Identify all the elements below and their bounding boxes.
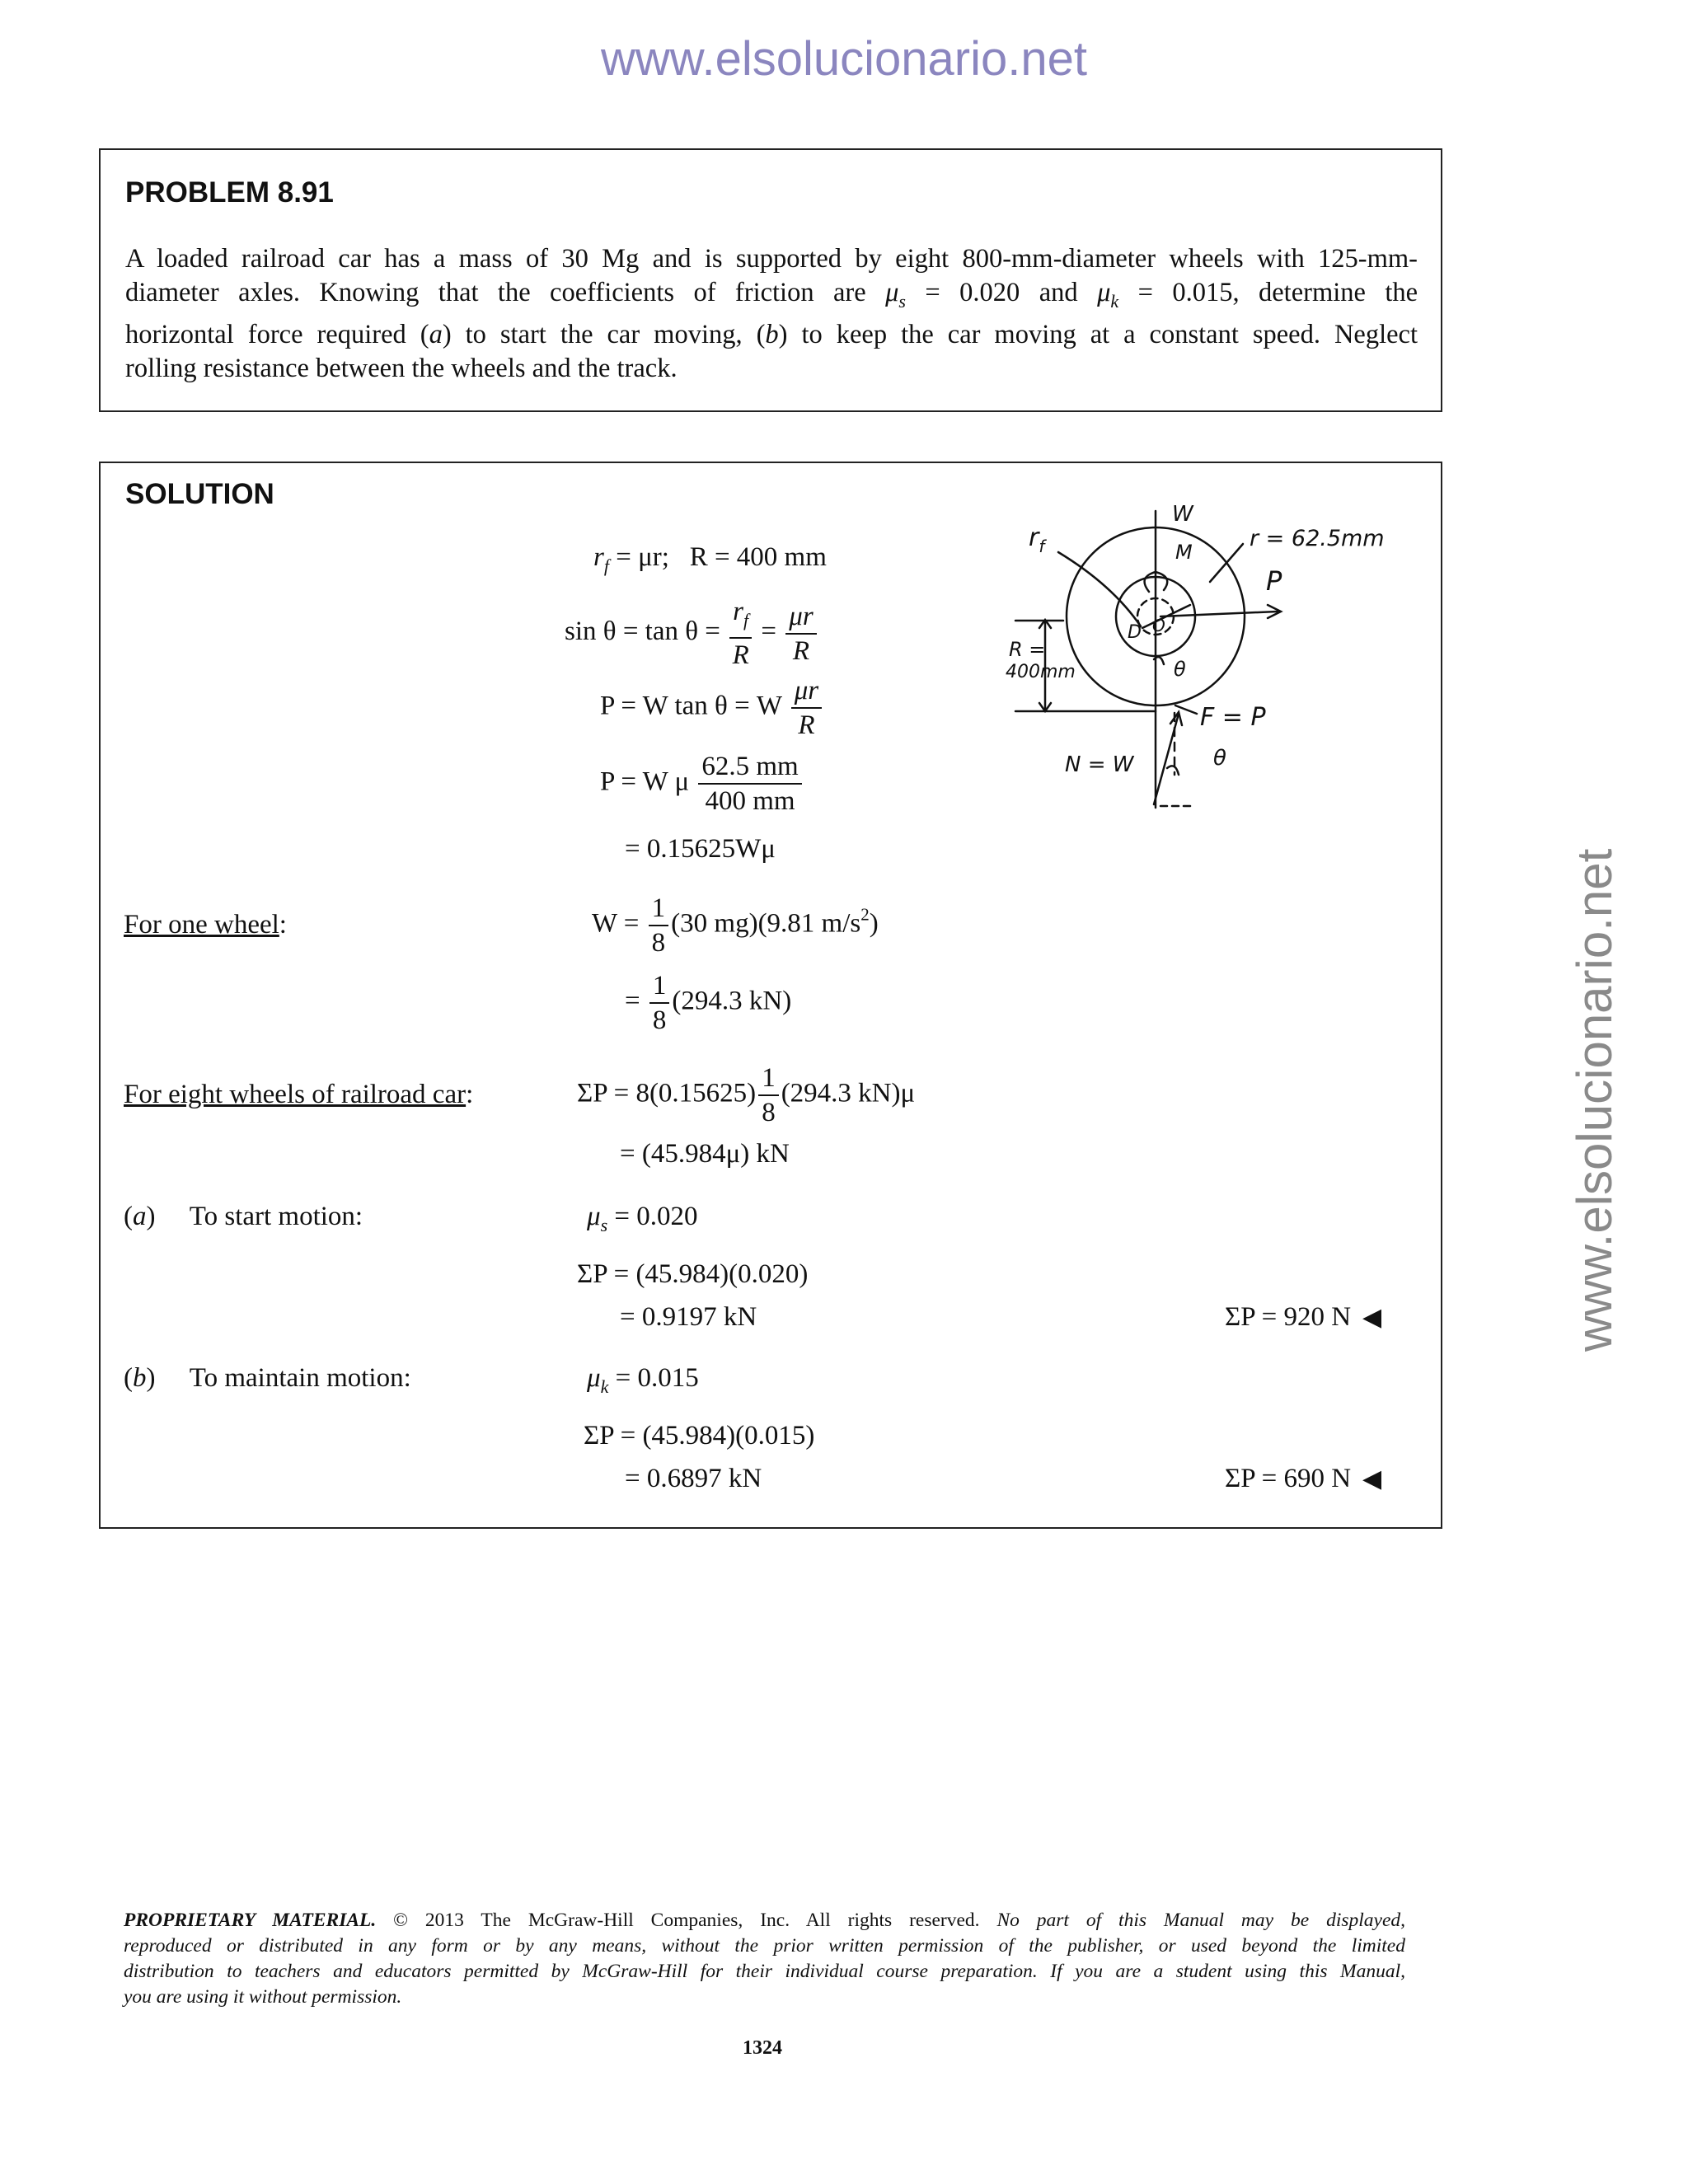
label-N: N = W [1065, 752, 1134, 777]
label-one-wheel: For one wheel: [124, 910, 287, 940]
equation-rf: $r_f = \mu r$; R = 400 mm [593, 542, 827, 576]
equation-sin-theta: sin θ = tan θ = $\frac{r_f}{R}$ = $\frac{\mu r}{R}$ [565, 595, 819, 672]
part-b-letter: b [765, 320, 779, 349]
label-D: D [1128, 622, 1142, 643]
copyright-footer [124, 1908, 1405, 2010]
footer-line-3: distribution to teachers and educators permitted by McGraw-Hill for their individual course preparation. If you are a student using this Manual, [124, 1961, 1405, 1982]
label-eight-wheels: For eight wheels of railroad car: [124, 1080, 474, 1109]
problem-line-3: horizontal force required (a) to start the car moving, (b) to keep the car moving at a constant speed. Neglect [125, 320, 1418, 349]
watermark-side: www.elsolucionario.net [1567, 848, 1622, 1352]
part-a-answer: ΣP = 920 N ◀ [1225, 1302, 1382, 1332]
part-a-calc2: = 0.9197 kN [620, 1302, 757, 1332]
label-W: W [1172, 503, 1193, 527]
part-a-label: (a) To start motion: [124, 1202, 363, 1231]
footer-line-2: reproduced or distributed in any form or by any means, without the prior written permission of the publisher, or used beyond the limited [124, 1935, 1405, 1957]
determine-word: determine the [1259, 278, 1418, 307]
label-rf: $r_f$ [1029, 523, 1045, 556]
problem-title: PROBLEM 8.91 [125, 176, 334, 209]
part-b-calc1: ΣP = (45.984)(0.015) [584, 1421, 815, 1451]
part-b-calc2: = 0.6897 kN [625, 1464, 762, 1493]
equation-sum-P: ΣP = 8(0.15625) $\frac{1}{8}$ (294.3 kN)μ [577, 1063, 916, 1127]
equation-P-result: = 0.15625Wμ [625, 834, 776, 864]
label-theta-2: θ [1213, 746, 1226, 771]
label-r: r = 62.5mm [1250, 526, 1385, 551]
answer-marker-icon: ◀ [1362, 1465, 1382, 1493]
label-theta-1: θ [1174, 658, 1186, 681]
footer-line-4: you are using it without permission. [124, 1986, 402, 2008]
watermark-top: www.elsolucionario.net [601, 32, 1087, 86]
footer-line-1: PROPRIETARY MATERIAL. © 2013 The McGraw-Hill Companies, Inc. All rights reserved. No part of this Manual may be displayed, [124, 1910, 1406, 1931]
solution-title: SOLUTION [125, 478, 274, 510]
part-a-calc1: ΣP = (45.984)(0.020) [577, 1259, 809, 1289]
problem-box [99, 148, 1442, 412]
part-a-letter: a [429, 320, 443, 349]
mu-k-value: = 0.015, [1137, 278, 1240, 307]
and-word: and [1039, 278, 1078, 307]
part-b-mu: $\mu_k = 0.015$ [587, 1363, 699, 1397]
equation-W-value: = $\frac{1}{8}$ (294.3 kN) [625, 971, 792, 1035]
label-O: O [1152, 616, 1165, 635]
label-P: P [1266, 565, 1282, 597]
part-a-text: to start the car moving, [465, 320, 743, 349]
problem-line-1: A loaded railroad car has a mass of 30 Mg and is supported by eight 800-mm-diameter wheels with 125-mm- [125, 244, 1418, 274]
label-M: M [1175, 541, 1193, 564]
P-arrow-line [1160, 612, 1278, 616]
answer-marker-icon: ◀ [1362, 1303, 1382, 1332]
part-b-label: (b) To maintain motion: [124, 1363, 411, 1393]
theta-arc-2 [1167, 766, 1179, 775]
problem-line-4: rolling resistance between the wheels and the track. [125, 354, 678, 383]
problem-line-3-text: horizontal force required [125, 320, 406, 349]
wheel-free-body-diagram [1006, 503, 1409, 816]
mu-s-value: = 0.020 [925, 278, 1020, 307]
problem-line-2-text: diameter axles. Knowing that the coefficients of friction are [125, 278, 866, 307]
equation-P-tan: P = W tan θ = W $\frac{\mu r}{R}$ [600, 674, 824, 742]
problem-statement [125, 242, 1418, 386]
label-R-value: 400mm [1006, 662, 1076, 682]
equation-sum-P-result: = (45.984μ) kN [620, 1139, 790, 1169]
problem-line-2: diameter axles. Knowing that the coefficients of friction are $\mu_s = 0.020$ and $\mu_k = 0.015$, determine the [125, 278, 1418, 312]
equation-W: W = $\frac{1}{8}$ (30 mg)(9.81 $m/s^2$) [592, 893, 879, 958]
equation-P-ratio: P = W μ $\frac{62.5 mm}{400 mm}$ [600, 750, 804, 818]
part-a-mu: $\mu_s = 0.020$ [587, 1202, 698, 1235]
label-F: F = P [1200, 703, 1266, 732]
part-b-text: to keep the car moving at a constant speed. Neglect [801, 320, 1418, 349]
part-b-answer: ΣP = 690 N ◀ [1225, 1464, 1382, 1493]
label-R: R = [1009, 638, 1046, 661]
page-number: 1324 [743, 2037, 782, 2059]
